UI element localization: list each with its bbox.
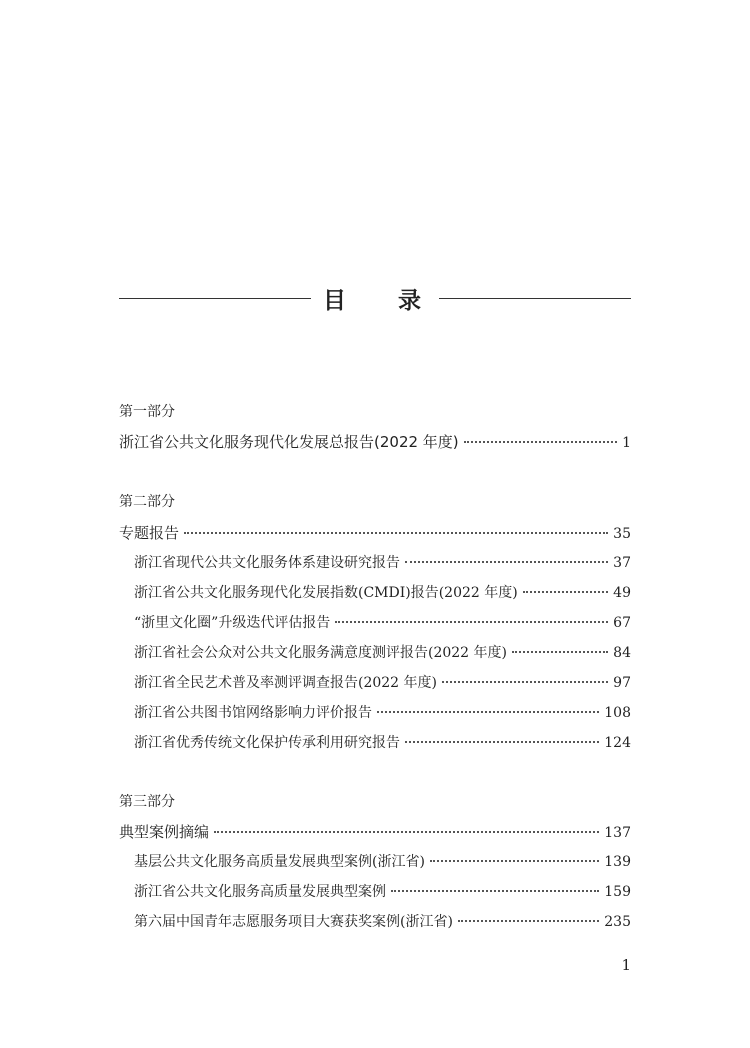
toc-subentry[interactable] <box>134 732 631 754</box>
toc-entry-title: 浙江省公共文化服务现代化发展总报告(2022 年度) <box>119 433 459 451</box>
toc-subentry-title: 浙江省全民艺术普及率测评调查报告(2022 年度) <box>134 675 438 691</box>
page-title: 目 录 <box>323 287 444 314</box>
toc-subentry-title: 浙江省现代公共文化服务体系建设研究报告 <box>134 555 400 571</box>
toc-subentry-page: 37 <box>613 555 631 571</box>
toc-entry[interactable] <box>119 431 631 453</box>
toc-entry[interactable] <box>119 522 631 544</box>
toc-entry-page: 35 <box>613 526 631 542</box>
dot-leader <box>377 711 599 713</box>
dot-leader <box>430 860 599 862</box>
dot-leader <box>405 561 608 563</box>
title-rule-right <box>439 298 631 299</box>
toc-subentry[interactable] <box>134 911 631 933</box>
toc-subentry-title: 基层公共文化服务高质量发展典型案例(浙江省) <box>134 854 425 870</box>
toc-subentry-page: 159 <box>604 884 631 900</box>
dot-leader <box>405 741 599 743</box>
dot-leader <box>214 831 599 833</box>
toc-subentry[interactable] <box>134 642 631 664</box>
part-label: 第二部分 <box>119 494 175 510</box>
dot-leader <box>523 591 608 593</box>
toc-subentry-page: 49 <box>613 585 631 601</box>
dot-leader <box>184 532 608 534</box>
dot-leader <box>335 621 608 623</box>
toc-subentry[interactable] <box>134 672 631 694</box>
toc-subentry-page: 97 <box>613 675 631 691</box>
toc-subentry[interactable] <box>134 851 631 873</box>
toc-subentry[interactable] <box>134 881 631 903</box>
title-rule-left <box>119 298 311 299</box>
toc-subentry-page: 124 <box>604 735 631 751</box>
dot-leader <box>464 441 617 443</box>
toc-subentry-page: 139 <box>604 854 631 870</box>
toc-subentry-page: 235 <box>604 914 631 930</box>
dot-leader <box>442 681 608 683</box>
toc-subentry[interactable] <box>134 582 631 604</box>
toc-subentry-title: 浙江省社会公众对公共文化服务满意度测评报告(2022 年度) <box>134 645 508 661</box>
toc-entry-page: 1 <box>622 435 631 451</box>
toc-subentry-title: 第六届中国青年志愿服务项目大赛获奖案例(浙江省) <box>134 914 453 930</box>
page-number: 1 <box>621 956 631 974</box>
part-label: 第一部分 <box>119 404 175 420</box>
toc-subentry-title: 浙江省公共文化服务现代化发展指数(CMDI)报告(2022 年度) <box>134 585 518 601</box>
dot-leader <box>512 651 608 653</box>
dot-leader <box>391 890 599 892</box>
toc-subentry-page: 67 <box>613 615 631 631</box>
toc-entry-title: 典型案例摘编 <box>119 823 210 841</box>
toc-subentry[interactable] <box>134 612 631 634</box>
toc-subentry-title: 浙江省公共文化服务高质量发展典型案例 <box>134 884 386 900</box>
toc-subentry[interactable] <box>134 702 631 724</box>
toc-subentry-title: 浙江省公共图书馆网络影响力评价报告 <box>134 705 372 721</box>
toc-subentry-page: 108 <box>604 705 631 721</box>
toc-subentry-title: 浙江省优秀传统文化保护传承利用研究报告 <box>134 735 400 751</box>
toc-entry-page: 137 <box>604 825 631 841</box>
toc-subentry-page: 84 <box>613 645 631 661</box>
toc-entry[interactable] <box>119 821 631 843</box>
toc-title-row <box>119 283 631 313</box>
part-label: 第三部分 <box>119 794 175 810</box>
toc-subentry[interactable] <box>134 552 631 574</box>
toc-subentry-title: “浙里文化圈”升级迭代评估报告 <box>134 615 331 631</box>
dot-leader <box>458 920 599 922</box>
toc-entry-title: 专题报告 <box>119 524 180 542</box>
